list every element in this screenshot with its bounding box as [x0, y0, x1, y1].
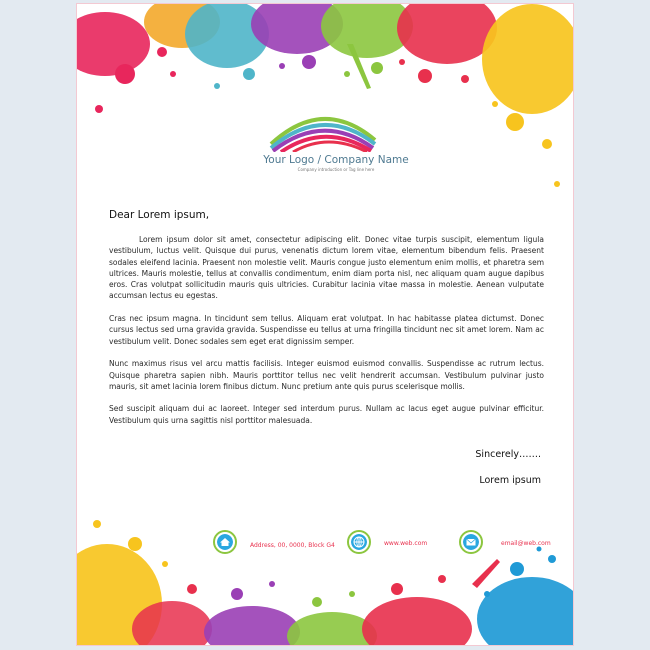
letter-greeting: Dear Lorem ipsum,: [109, 209, 210, 221]
globe-icon: [347, 530, 371, 554]
letter-paragraph: Lorem ipsum dolor sit amet, consectetur adipiscing elit. Donec vitae turpis suscipit, elementum ligula vestibulum, luctus velit. Quisque dui purus, venenatis dictum lorem vitae, elementum bibendum felis. Praesent sodales eleifend lacinia. Praesent non molestie velit. Mauris congue justo elementum enim mollis, et pharetra sem ultrices. Mauris molestie, tellus at convallis condimentum, enim diam porta nisl, nec aliquam quam augue dapibus eros. Cras volutpat sollicitudin mauris quis ultricies. Curabitur lacinia vitae massa in molestie. Aenean vulputate accumsan lectus eu egestas.: [109, 235, 544, 301]
letter-body: [109, 234, 544, 437]
company-logo: [263, 100, 383, 152]
home-icon: [213, 530, 237, 554]
letter-signature: Lorem ipsum: [479, 475, 541, 486]
letter-paragraph: Cras nec ipsum magna. In tincidunt sem tellus. Aliquam erat volutpat. In hac habitasse platea dictumst. Donec cursus lectus sed urna gravida gravida. Suspendisse eu tellus at urna fringilla tincidunt nec sit amet lorem. Nam ac vestibulum velit. Donec sodales sem eget erat dignissim semper.: [109, 314, 544, 346]
company-name: Your Logo / Company Name: [263, 154, 409, 166]
company-tagline: Company introduction or Tag line here: [297, 167, 375, 172]
envelope-icon: [459, 530, 483, 554]
contact-email[interactable]: email@web.com: [501, 540, 551, 547]
letter-closing: Sincerely…….: [475, 449, 541, 460]
letter-paragraph: Nunc maximus risus vel arcu mattis facilisis. Integer euismod euismod convallis. Suspendisse ac rutrum lectus. Quisque pharetra sapien nibh. Mauris porttitor tellus nec velit hendrerit accumsan. Vestibulum pulvinar justo mauris, sit amet lacinia lorem finibus dictum. Nunc pretium ante quis purus scelerisque mollis.: [109, 359, 544, 391]
contact-web[interactable]: www.web.com: [384, 540, 428, 547]
letterhead-page: [76, 3, 574, 646]
letter-paragraph: Sed suscipit aliquam dui ac laoreet. Integer sed interdum purus. Nullam ac lacus eget augue pulvinar efficitur. Vestibulum quis urna sagittis nisl porttitor malesuada.: [109, 404, 544, 425]
contact-address: Address, 00, 0000, Block G4: [250, 542, 335, 549]
